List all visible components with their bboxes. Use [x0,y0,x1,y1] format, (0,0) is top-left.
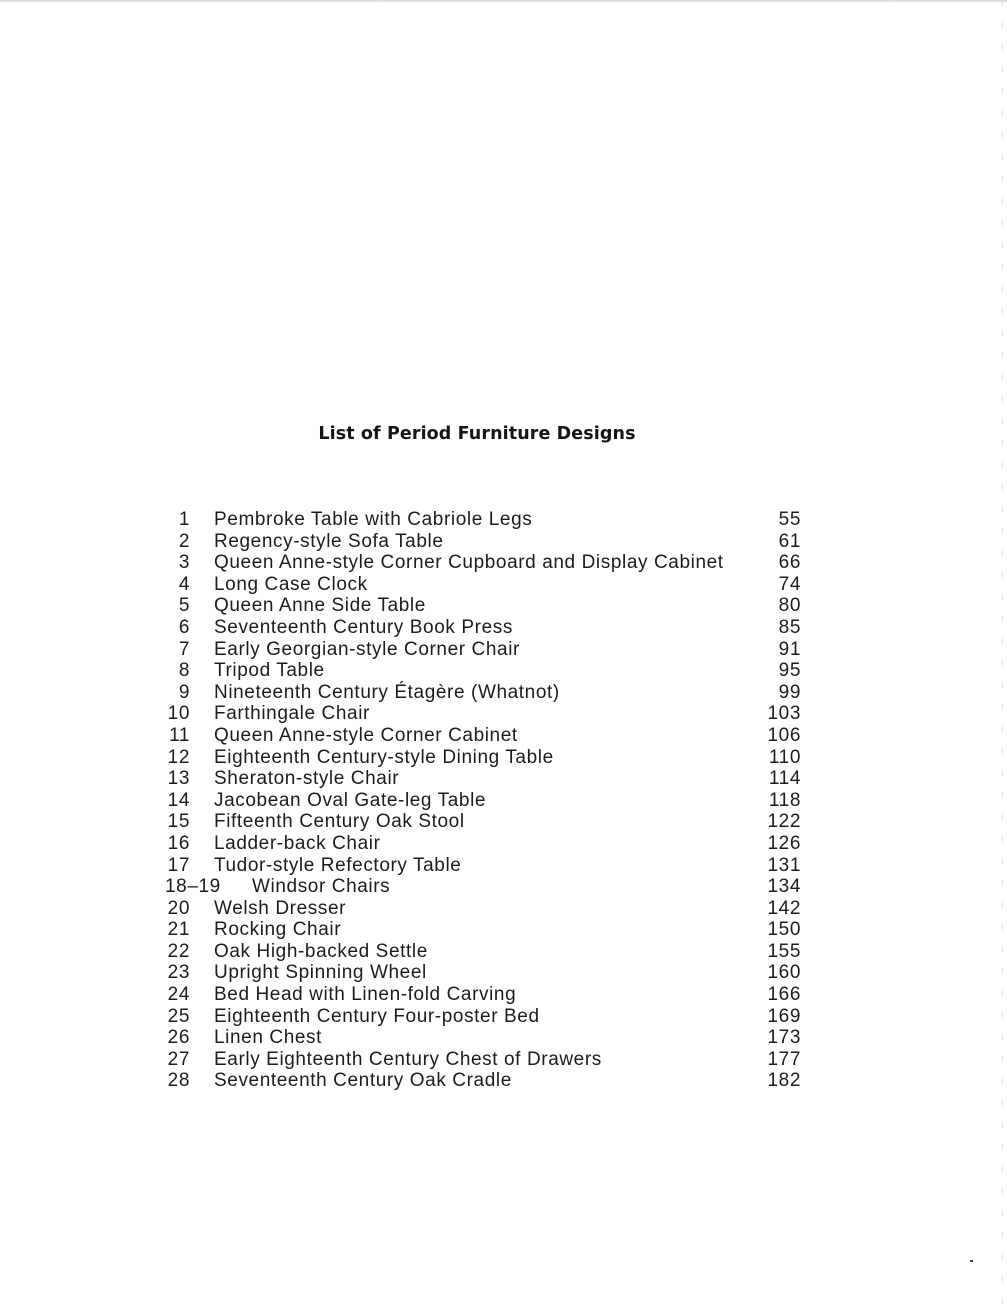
contents-row [160,962,810,984]
contents-row [160,509,810,531]
entry-title: Eighteenth Century Four-poster Bed [214,1005,540,1027]
entry-number: 23 [167,962,190,984]
contents-row [160,898,810,920]
entry-page-number: 66 [778,552,801,574]
entry-page-number: 126 [767,832,801,854]
entry-title: Tripod Table [214,660,325,682]
entry-title: Early Georgian-style Corner Chair [214,638,520,660]
scan-top-edge [0,0,1007,3]
contents-row [160,790,810,812]
contents-row [160,1049,810,1071]
scan-speck [970,1260,973,1262]
entry-page-number: 177 [767,1048,801,1070]
contents-row [160,617,810,639]
contents-row [160,1070,810,1092]
entry-page-number: 150 [767,919,801,941]
entry-title: Queen Anne-style Corner Cabinet [214,724,518,746]
entry-title: Seventeenth Century Book Press [214,616,513,638]
entry-page-number: 118 [768,789,801,811]
entry-number: 27 [167,1048,190,1070]
contents-row [160,574,810,596]
entry-title: Tudor-style Refectory Table [214,854,462,876]
entry-title: Pembroke Table with Cabriole Legs [214,509,533,530]
entry-title: Jacobean Oval Gate-leg Table [214,789,487,811]
contents-row [160,1027,810,1049]
entry-page-number: 110 [768,746,801,768]
contents-row [160,531,810,553]
entry-number: 14 [167,789,190,811]
entry-title: Queen Anne Side Table [214,595,426,617]
entry-page-number: 173 [767,1027,801,1049]
entry-page-number: 55 [778,509,801,530]
entry-number: 8 [178,660,190,682]
entry-title: Oak High-backed Settle [214,940,428,962]
contents-list [160,509,810,1092]
entry-page-number: 99 [778,681,801,703]
entry-title: Seventeenth Century Oak Cradle [214,1070,512,1092]
entry-page-number: 134 [767,876,801,898]
entry-number: 6 [178,616,190,638]
entry-page-number: 61 [778,530,801,552]
entry-title: Eighteenth Century-style Dining Table [214,746,554,768]
entry-title: Nineteenth Century Étagère (Whatnot) [214,681,560,703]
contents-row [160,595,810,617]
entry-number: 7 [178,638,190,660]
entry-title: Long Case Clock [214,573,368,595]
entry-number: 13 [167,768,190,790]
entry-number: 28 [167,1070,190,1092]
entry-number: 3 [178,552,190,574]
contents-row [160,833,810,855]
page-title: List of Period Furniture Designs [318,424,636,444]
entry-number: 18–19 [165,876,221,898]
entry-page-number: 91 [778,638,801,660]
entry-number: 4 [178,573,190,595]
contents-row [160,941,810,963]
entry-page-number: 142 [767,897,801,919]
entry-page-number: 80 [778,595,801,617]
entry-number: 21 [167,919,190,941]
entry-number: 1 [178,509,190,530]
contents-row [160,552,810,574]
entry-number: 5 [178,595,190,617]
contents-row [160,747,810,769]
entry-page-number: 85 [778,616,801,638]
entry-number: 12 [167,746,190,768]
entry-number: 15 [167,811,190,833]
contents-row [160,811,810,833]
entry-page-number: 74 [778,573,801,595]
entry-number: 11 [169,724,190,746]
entry-number: 10 [167,703,190,725]
entry-page-number: 166 [767,984,801,1006]
entry-number: 22 [167,940,190,962]
entry-page-number: 182 [767,1070,801,1092]
contents-row [160,919,810,941]
entry-title: Fifteenth Century Oak Stool [214,811,465,833]
entry-title: Windsor Chairs [252,876,391,898]
entry-number: 17 [167,854,190,876]
entry-title: Bed Head with Linen-fold Carving [214,984,517,1006]
entry-page-number: 122 [767,811,801,833]
entry-title: Sheraton-style Chair [214,768,400,790]
entry-title: Farthingale Chair [214,703,370,725]
entry-title: Rocking Chair [214,919,342,941]
entry-title: Early Eighteenth Century Chest of Drawers [214,1048,602,1070]
entry-page-number: 95 [778,660,801,682]
entry-page-number: 131 [767,854,801,876]
contents-row [160,703,810,725]
entry-title: Upright Spinning Wheel [214,962,427,984]
contents-row [160,876,810,898]
entry-number: 25 [167,1005,190,1027]
entry-page-number: 114 [768,768,801,790]
contents-row [160,725,810,747]
contents-row [160,984,810,1006]
entry-title: Welsh Dresser [214,897,347,919]
contents-row [160,768,810,790]
entry-page-number: 155 [767,940,801,962]
entry-page-number: 106 [767,724,801,746]
entry-number: 26 [167,1027,190,1049]
entry-page-number: 103 [767,703,801,725]
entry-number: 9 [178,681,190,703]
contents-row [160,639,810,661]
entry-number: 2 [178,530,190,552]
entry-number: 16 [167,832,190,854]
entry-number: 24 [167,984,190,1006]
entry-title: Queen Anne-style Corner Cupboard and Display Cabinet [214,552,724,574]
entry-number: 20 [167,897,190,919]
entry-page-number: 169 [767,1005,801,1027]
contents-row [160,1006,810,1028]
contents-row [160,660,810,682]
entry-page-number: 160 [767,962,801,984]
entry-title: Regency-style Sofa Table [214,530,444,552]
contents-row [160,855,810,877]
contents-row [160,682,810,704]
scan-right-edge [1002,0,1003,1306]
entry-title: Ladder-back Chair [214,832,381,854]
entry-title: Linen Chest [214,1027,323,1049]
